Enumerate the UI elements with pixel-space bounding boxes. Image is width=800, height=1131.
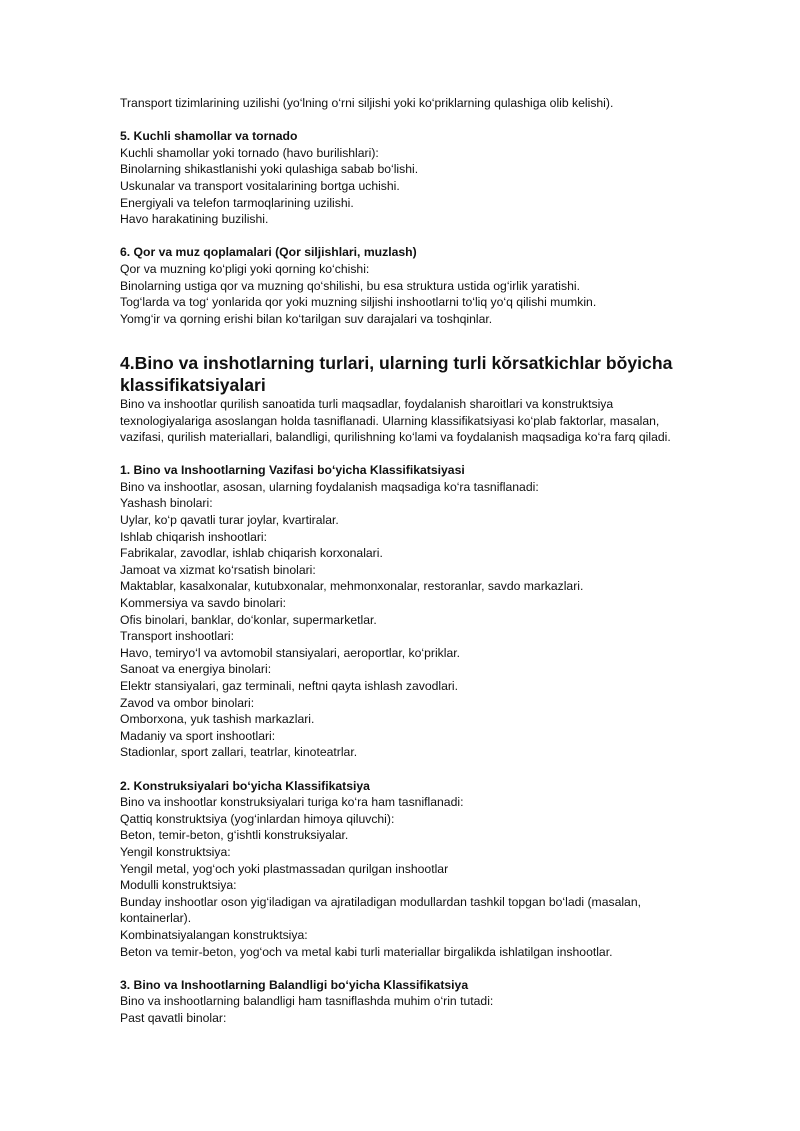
classification-1-line: Omborxona, yuk tashish markazlari. <box>120 712 315 727</box>
spacer <box>120 112 680 129</box>
classification-1-line: Bino va inshootlar, asosan, ularning foydalanish maqsadiga ko‘ra tasniflanadi: <box>120 479 539 494</box>
spacer <box>120 761 680 778</box>
classification-1-line: Kommersiya va savdo binolari: <box>120 596 286 611</box>
section-5-line: Havo harakatining buzilishi. <box>120 212 269 227</box>
classification-1-line: Maktablar, kasalxonalar, kutubxonalar, mehmonxonalar, restoranlar, savdo markazlari. <box>120 579 584 594</box>
classification-1-heading: 1. Bino va Inshootlarning Vazifasi bo‘yicha Klassifikatsiyasi <box>120 463 465 478</box>
classification-2-wrapped-line: Bunday inshootlar oson yig‘iladigan va ajratiladigan modullardan tashkil topgan bo‘ladi (masalan, kontainerlar). <box>120 894 642 926</box>
section-6-line: Tog‘larda va tog‘ yonlarida qor yoki muzning siljishi inshootlarni to‘liq yo‘q qilishi mumkin. <box>120 295 597 310</box>
classification-1-line: Elektr stansiyalari, gaz terminali, neftni qayta ishlash zavodlari. <box>120 679 459 693</box>
classification-3-line: Bino va inshootlarning balandligi ham tasniflashda muhim o‘rin tutadi: <box>120 994 494 1009</box>
main-heading: 4.Bino va inshotlarning turlari, ularning turli kŏrsatkichlar bŏyicha klassifikatsiyalari <box>120 352 673 395</box>
document-page <box>120 95 680 1026</box>
classification-2-line: Yengil metal, yog‘och yoki plastmassadan qurilgan inshootlar <box>120 861 449 876</box>
classification-3-line: Past qavatli binolar: <box>120 1010 227 1025</box>
classification-2-line: Modulli konstruktsiya: <box>120 878 237 893</box>
spacer <box>120 960 680 977</box>
classification-1-line: Fabrikalar, zavodlar, ishlab chiqarish korxonalari. <box>120 546 383 561</box>
classification-1-line: Stadionlar, sport zallari, teatrlar, kinoteatrlar. <box>120 745 358 760</box>
classification-2-heading: 2. Konstruksiyalari bo‘yicha Klassifikatsiya <box>120 778 370 793</box>
classification-1-line: Transport inshootlari: <box>120 629 235 644</box>
section-5-line: Binolarning shikastlanishi yoki qulashiga sabab bo‘lishi. <box>120 162 419 177</box>
classification-3-heading: 3. Bino va Inshootlarning Balandligi bo‘yicha Klassifikatsiya <box>120 977 469 992</box>
classification-1-line: Ishlab chiqarish inshootlari: <box>120 529 268 544</box>
section-6-heading: 6. Qor va muz qoplamalari (Qor siljishlari, muzlash) <box>120 245 417 260</box>
classification-2-line: Beton, temir-beton, g‘ishtli konstruksiyalar. <box>120 828 349 843</box>
spacer <box>120 446 680 463</box>
spacer <box>120 327 680 344</box>
spacer <box>120 228 680 245</box>
section-5-heading: 5. Kuchli shamollar va tornado <box>120 129 298 144</box>
section-5-line: Uskunalar va transport vositalarining bortga uchishi. <box>120 178 400 193</box>
section-6-line: Binolarning ustiga qor va muzning qo‘shilishi, bu esa struktura ustida og‘irlik yaratishi. <box>120 278 580 293</box>
section-6-line: Yomg‘ir va qorning erishi bilan ko‘tarilgan suv darajalari va toshqinlar. <box>120 311 493 326</box>
section-6-line: Qor va muzning ko‘pligi yoki qorning ko‘chishi: <box>120 261 370 276</box>
classification-2-line: Qattiq konstruktsiya (yog‘inlardan himoya qiluvchi): <box>120 811 395 826</box>
classification-1-line: Ofis binolari, banklar, do‘konlar, supermarketlar. <box>120 612 377 627</box>
section-5-line: Kuchli shamollar yoki tornado (havo burilishlari): <box>120 145 379 160</box>
classification-2-line: Beton va temir-beton, yog‘och va metal kabi turli materiallar birgalikda ishlatilgan inshootlar. <box>120 944 613 959</box>
classification-1-line: Havo, temiryo‘l va avtomobil stansiyalari, aeroportlar, ko‘priklar. <box>120 645 461 660</box>
classification-2-line: Kombinatsiyalangan konstruktsiya: <box>120 927 308 942</box>
classification-1-line: Jamoat va xizmat ko‘rsatish binolari: <box>120 562 316 577</box>
classification-1-line: Uylar, ko‘p qavatli turar joylar, kvartiralar. <box>120 513 339 528</box>
classification-1-line: Sanoat va energiya binolari: <box>120 662 272 677</box>
section-5-line: Energiyali va telefon tarmoqlarining uzilishi. <box>120 195 354 210</box>
classification-1-line: Zavod va ombor binolari: <box>120 695 255 710</box>
classification-1-line: Madaniy va sport inshootlari: <box>120 728 276 743</box>
classification-1-line: Yashash binolari: <box>120 496 213 511</box>
main-intro-paragraph: Bino va inshootlar qurilish sanoatida turli maqsadlar, foydalanish sharoitlari va konstruktsiya texnologiyalariga asoslangan holda tasniflanadi. Ularning klassifikatsiyasi ko‘plab faktorlar, masalan, vazifasi, qurilish materiallari, balandligi, qurilishning ko‘lami va foydalanish maqsadiga ko‘ra farq qiladi. <box>120 396 671 445</box>
intro-line: Transport tizimlarining uzilishi (yo‘lning o‘rni siljishi yoki ko‘priklarning qulashiga olib kelishi). <box>120 96 614 110</box>
classification-2-line: Yengil konstruktsiya: <box>120 844 231 859</box>
classification-2-line: Bino va inshootlar konstruksiyalari turiga ko‘ra ham tasniflanadi: <box>120 795 464 810</box>
